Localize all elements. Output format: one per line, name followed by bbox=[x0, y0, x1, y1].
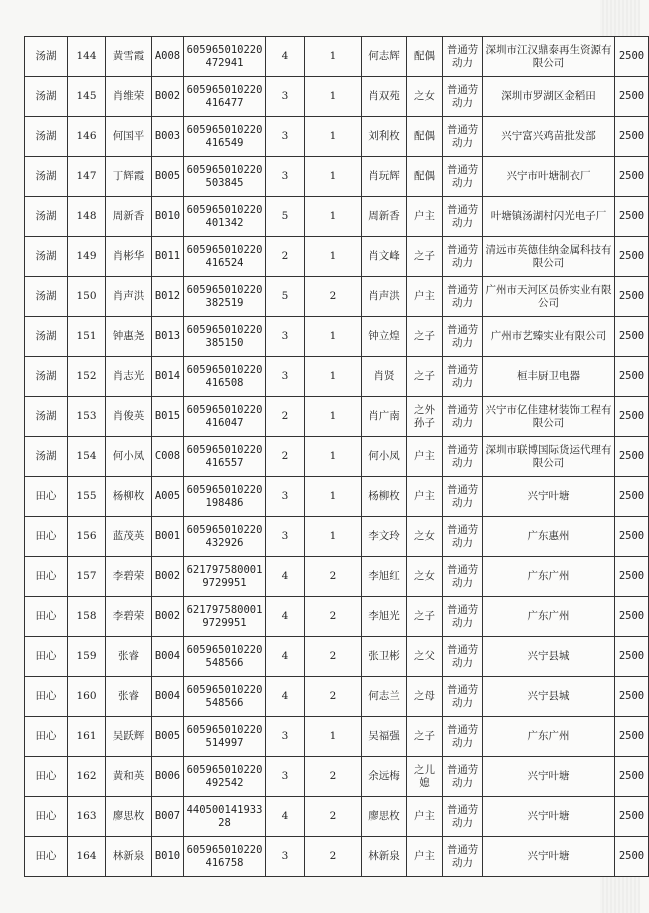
cell-category: 普通劳动力 bbox=[443, 597, 483, 637]
cell-member: 吴福强 bbox=[362, 717, 407, 757]
cell-amount: 2500 bbox=[615, 437, 649, 477]
cell-member: 廖思枚 bbox=[362, 797, 407, 837]
cell-persons: 5 bbox=[266, 277, 305, 317]
cell-code: B004 bbox=[152, 677, 184, 717]
cell-relation: 配偶 bbox=[407, 37, 443, 77]
cell-category: 普通劳动力 bbox=[443, 557, 483, 597]
cell-name: 肖俊英 bbox=[106, 397, 152, 437]
cell-amount: 2500 bbox=[615, 557, 649, 597]
cell-no: 150 bbox=[68, 277, 106, 317]
cell-amount: 2500 bbox=[615, 357, 649, 397]
cell-amount: 2500 bbox=[615, 37, 649, 77]
cell-account: 605965010220548566 bbox=[184, 637, 266, 677]
cell-employer: 兴宁县城 bbox=[483, 637, 615, 677]
cell-relation: 户主 bbox=[407, 477, 443, 517]
table-row bbox=[25, 357, 649, 397]
cell-persons: 3 bbox=[266, 757, 305, 797]
cell-no: 147 bbox=[68, 157, 106, 197]
cell-employer: 兴宁市亿佳建材装饰工程有限公司 bbox=[483, 397, 615, 437]
cell-employer: 兴宁市叶塘制衣厂 bbox=[483, 157, 615, 197]
cell-account: 605965010220416524 bbox=[184, 237, 266, 277]
cell-category: 普通劳动力 bbox=[443, 77, 483, 117]
cell-member: 林新泉 bbox=[362, 837, 407, 877]
cell-amount: 2500 bbox=[615, 477, 649, 517]
cell-employer: 广东广州 bbox=[483, 597, 615, 637]
cell-amount: 2500 bbox=[615, 117, 649, 157]
cell-account: 605965010220416477 bbox=[184, 77, 266, 117]
cell-category: 普通劳动力 bbox=[443, 237, 483, 277]
cell-employer: 广东惠州 bbox=[483, 517, 615, 557]
cell-relation: 之子 bbox=[407, 317, 443, 357]
cell-no: 153 bbox=[68, 397, 106, 437]
cell-category: 普通劳动力 bbox=[443, 157, 483, 197]
cell-code: A008 bbox=[152, 37, 184, 77]
cell-code: A005 bbox=[152, 477, 184, 517]
cell-months: 2 bbox=[305, 757, 362, 797]
cell-months: 1 bbox=[305, 197, 362, 237]
cell-category: 普通劳动力 bbox=[443, 357, 483, 397]
table-row bbox=[25, 437, 649, 477]
cell-member: 李旭光 bbox=[362, 597, 407, 637]
cell-persons: 3 bbox=[266, 717, 305, 757]
cell-relation: 户主 bbox=[407, 797, 443, 837]
cell-no: 146 bbox=[68, 117, 106, 157]
cell-account: 605965010220416508 bbox=[184, 357, 266, 397]
table-row bbox=[25, 637, 649, 677]
cell-code: C008 bbox=[152, 437, 184, 477]
cell-months: 1 bbox=[305, 517, 362, 557]
cell-persons: 3 bbox=[266, 317, 305, 357]
cell-member: 肖广南 bbox=[362, 397, 407, 437]
cell-no: 152 bbox=[68, 357, 106, 397]
cell-member: 肖双苑 bbox=[362, 77, 407, 117]
table-row bbox=[25, 717, 649, 757]
cell-persons: 4 bbox=[266, 557, 305, 597]
cell-no: 149 bbox=[68, 237, 106, 277]
table-row bbox=[25, 197, 649, 237]
cell-months: 1 bbox=[305, 317, 362, 357]
cell-amount: 2500 bbox=[615, 237, 649, 277]
cell-persons: 3 bbox=[266, 357, 305, 397]
cell-account: 605965010220401342 bbox=[184, 197, 266, 237]
cell-persons: 4 bbox=[266, 797, 305, 837]
cell-employer: 广州市艺臻实业有限公司 bbox=[483, 317, 615, 357]
cell-town: 汤湖 bbox=[25, 157, 68, 197]
cell-member: 周新香 bbox=[362, 197, 407, 237]
cell-employer: 兴宁叶塘 bbox=[483, 797, 615, 837]
cell-persons: 3 bbox=[266, 477, 305, 517]
cell-category: 普通劳动力 bbox=[443, 837, 483, 877]
cell-amount: 2500 bbox=[615, 517, 649, 557]
cell-name: 何小凤 bbox=[106, 437, 152, 477]
cell-account: 605965010220503845 bbox=[184, 157, 266, 197]
cell-employer: 兴宁富兴鸡苗批发部 bbox=[483, 117, 615, 157]
cell-employer: 兴宁叶塘 bbox=[483, 837, 615, 877]
cell-amount: 2500 bbox=[615, 197, 649, 237]
cell-category: 普通劳动力 bbox=[443, 37, 483, 77]
cell-name: 肖声洪 bbox=[106, 277, 152, 317]
cell-town: 田心 bbox=[25, 517, 68, 557]
table-row bbox=[25, 597, 649, 637]
cell-amount: 2500 bbox=[615, 317, 649, 357]
cell-account: 605965010220382519 bbox=[184, 277, 266, 317]
cell-account: 605965010220416549 bbox=[184, 117, 266, 157]
cell-code: B007 bbox=[152, 797, 184, 837]
cell-relation: 之女 bbox=[407, 77, 443, 117]
cell-member: 杨柳枚 bbox=[362, 477, 407, 517]
cell-months: 1 bbox=[305, 477, 362, 517]
cell-town: 田心 bbox=[25, 477, 68, 517]
cell-amount: 2500 bbox=[615, 837, 649, 877]
cell-member: 肖声洪 bbox=[362, 277, 407, 317]
cell-relation: 之母 bbox=[407, 677, 443, 717]
cell-months: 1 bbox=[305, 77, 362, 117]
cell-employer: 深圳市联博国际货运代理有限公司 bbox=[483, 437, 615, 477]
cell-name: 黄和英 bbox=[106, 757, 152, 797]
table-row bbox=[25, 477, 649, 517]
cell-account: 605965010220416047 bbox=[184, 397, 266, 437]
cell-employer: 深圳市罗湖区金稻田 bbox=[483, 77, 615, 117]
cell-amount: 2500 bbox=[615, 637, 649, 677]
cell-relation: 户主 bbox=[407, 837, 443, 877]
cell-persons: 3 bbox=[266, 77, 305, 117]
table-row bbox=[25, 557, 649, 597]
cell-persons: 4 bbox=[266, 37, 305, 77]
cell-amount: 2500 bbox=[615, 717, 649, 757]
cell-relation: 配偶 bbox=[407, 117, 443, 157]
cell-member: 何志兰 bbox=[362, 677, 407, 717]
cell-account: 44050014193328 bbox=[184, 797, 266, 837]
table-row bbox=[25, 757, 649, 797]
table-row bbox=[25, 317, 649, 357]
cell-name: 张睿 bbox=[106, 637, 152, 677]
cell-employer: 兴宁县城 bbox=[483, 677, 615, 717]
cell-months: 1 bbox=[305, 157, 362, 197]
cell-code: B015 bbox=[152, 397, 184, 437]
cell-code: B010 bbox=[152, 837, 184, 877]
cell-relation: 之儿媳 bbox=[407, 757, 443, 797]
cell-persons: 2 bbox=[266, 237, 305, 277]
cell-member: 李文玲 bbox=[362, 517, 407, 557]
cell-town: 田心 bbox=[25, 557, 68, 597]
cell-account: 6217975800019729951 bbox=[184, 597, 266, 637]
cell-account: 605965010220514997 bbox=[184, 717, 266, 757]
cell-employer: 广州市天河区员侨实业有限公司 bbox=[483, 277, 615, 317]
cell-name: 丁辉霞 bbox=[106, 157, 152, 197]
cell-no: 154 bbox=[68, 437, 106, 477]
cell-name: 钟惠尧 bbox=[106, 317, 152, 357]
cell-no: 160 bbox=[68, 677, 106, 717]
cell-relation: 之父 bbox=[407, 637, 443, 677]
cell-category: 普通劳动力 bbox=[443, 717, 483, 757]
cell-code: B004 bbox=[152, 637, 184, 677]
cell-months: 2 bbox=[305, 637, 362, 677]
table-row bbox=[25, 397, 649, 437]
cell-code: B002 bbox=[152, 557, 184, 597]
cell-months: 2 bbox=[305, 677, 362, 717]
cell-name: 肖彬华 bbox=[106, 237, 152, 277]
cell-no: 144 bbox=[68, 37, 106, 77]
cell-member: 钟立煌 bbox=[362, 317, 407, 357]
table-row bbox=[25, 517, 649, 557]
cell-no: 145 bbox=[68, 77, 106, 117]
cell-code: B001 bbox=[152, 517, 184, 557]
cell-name: 蓝茂英 bbox=[106, 517, 152, 557]
cell-member: 张卫彬 bbox=[362, 637, 407, 677]
cell-employer: 兴宁叶塘 bbox=[483, 477, 615, 517]
cell-account: 605965010220548566 bbox=[184, 677, 266, 717]
cell-town: 田心 bbox=[25, 757, 68, 797]
table-row bbox=[25, 77, 649, 117]
cell-no: 159 bbox=[68, 637, 106, 677]
cell-months: 1 bbox=[305, 117, 362, 157]
cell-relation: 之女 bbox=[407, 557, 443, 597]
cell-months: 2 bbox=[305, 837, 362, 877]
cell-amount: 2500 bbox=[615, 677, 649, 717]
cell-amount: 2500 bbox=[615, 757, 649, 797]
cell-code: B002 bbox=[152, 77, 184, 117]
cell-town: 田心 bbox=[25, 597, 68, 637]
cell-category: 普通劳动力 bbox=[443, 277, 483, 317]
cell-no: 162 bbox=[68, 757, 106, 797]
cell-code: B013 bbox=[152, 317, 184, 357]
cell-persons: 3 bbox=[266, 117, 305, 157]
cell-months: 2 bbox=[305, 277, 362, 317]
cell-employer: 叶塘镇汤湖村闪光电子厂 bbox=[483, 197, 615, 237]
table-row bbox=[25, 677, 649, 717]
cell-town: 汤湖 bbox=[25, 37, 68, 77]
cell-name: 黄雪霞 bbox=[106, 37, 152, 77]
cell-category: 普通劳动力 bbox=[443, 397, 483, 437]
cell-category: 普通劳动力 bbox=[443, 517, 483, 557]
cell-name: 肖志光 bbox=[106, 357, 152, 397]
cell-account: 605965010220385150 bbox=[184, 317, 266, 357]
cell-account: 605965010220492542 bbox=[184, 757, 266, 797]
cell-code: B011 bbox=[152, 237, 184, 277]
table-row bbox=[25, 837, 649, 877]
cell-persons: 4 bbox=[266, 637, 305, 677]
cell-amount: 2500 bbox=[615, 77, 649, 117]
cell-code: B014 bbox=[152, 357, 184, 397]
cell-no: 156 bbox=[68, 517, 106, 557]
cell-account: 605965010220416758 bbox=[184, 837, 266, 877]
cell-employer: 广东广州 bbox=[483, 557, 615, 597]
cell-amount: 2500 bbox=[615, 797, 649, 837]
cell-relation: 之子 bbox=[407, 357, 443, 397]
table-row bbox=[25, 117, 649, 157]
table-row bbox=[25, 157, 649, 197]
table-body bbox=[25, 37, 649, 877]
cell-no: 164 bbox=[68, 837, 106, 877]
cell-member: 何志辉 bbox=[362, 37, 407, 77]
cell-town: 汤湖 bbox=[25, 357, 68, 397]
cell-category: 普通劳动力 bbox=[443, 437, 483, 477]
cell-no: 155 bbox=[68, 477, 106, 517]
cell-town: 田心 bbox=[25, 797, 68, 837]
cell-relation: 之子 bbox=[407, 237, 443, 277]
cell-no: 157 bbox=[68, 557, 106, 597]
cell-member: 何小凤 bbox=[362, 437, 407, 477]
cell-town: 汤湖 bbox=[25, 237, 68, 277]
table-row bbox=[25, 37, 649, 77]
cell-code: B005 bbox=[152, 157, 184, 197]
cell-relation: 之女 bbox=[407, 517, 443, 557]
table-row bbox=[25, 797, 649, 837]
cell-name: 周新香 bbox=[106, 197, 152, 237]
cell-category: 普通劳动力 bbox=[443, 197, 483, 237]
cell-town: 汤湖 bbox=[25, 317, 68, 357]
cell-member: 肖贤 bbox=[362, 357, 407, 397]
cell-code: B005 bbox=[152, 717, 184, 757]
cell-town: 汤湖 bbox=[25, 437, 68, 477]
cell-name: 李碧荣 bbox=[106, 557, 152, 597]
cell-town: 田心 bbox=[25, 677, 68, 717]
cell-town: 汤湖 bbox=[25, 397, 68, 437]
cell-category: 普通劳动力 bbox=[443, 117, 483, 157]
cell-name: 李碧荣 bbox=[106, 597, 152, 637]
cell-name: 廖思枚 bbox=[106, 797, 152, 837]
cell-persons: 2 bbox=[266, 437, 305, 477]
cell-no: 151 bbox=[68, 317, 106, 357]
cell-relation: 户主 bbox=[407, 277, 443, 317]
cell-persons: 4 bbox=[266, 597, 305, 637]
cell-name: 杨柳枚 bbox=[106, 477, 152, 517]
cell-code: B012 bbox=[152, 277, 184, 317]
cell-account: 605965010220472941 bbox=[184, 37, 266, 77]
cell-persons: 5 bbox=[266, 197, 305, 237]
cell-category: 普通劳动力 bbox=[443, 637, 483, 677]
cell-amount: 2500 bbox=[615, 397, 649, 437]
cell-months: 1 bbox=[305, 237, 362, 277]
cell-town: 田心 bbox=[25, 717, 68, 757]
cell-months: 2 bbox=[305, 597, 362, 637]
cell-category: 普通劳动力 bbox=[443, 797, 483, 837]
cell-member: 李旭红 bbox=[362, 557, 407, 597]
cell-code: B010 bbox=[152, 197, 184, 237]
cell-persons: 3 bbox=[266, 157, 305, 197]
cell-months: 2 bbox=[305, 797, 362, 837]
cell-employer: 桓丰厨卫电器 bbox=[483, 357, 615, 397]
cell-account: 605965010220416557 bbox=[184, 437, 266, 477]
cell-no: 148 bbox=[68, 197, 106, 237]
cell-category: 普通劳动力 bbox=[443, 757, 483, 797]
cell-relation: 之子 bbox=[407, 597, 443, 637]
cell-member: 余远梅 bbox=[362, 757, 407, 797]
cell-amount: 2500 bbox=[615, 157, 649, 197]
cell-persons: 3 bbox=[266, 517, 305, 557]
cell-member: 肖文峰 bbox=[362, 237, 407, 277]
cell-persons: 3 bbox=[266, 837, 305, 877]
cell-name: 吴跃辉 bbox=[106, 717, 152, 757]
cell-town: 汤湖 bbox=[25, 117, 68, 157]
cell-no: 158 bbox=[68, 597, 106, 637]
cell-relation: 配偶 bbox=[407, 157, 443, 197]
cell-town: 田心 bbox=[25, 637, 68, 677]
cell-amount: 2500 bbox=[615, 277, 649, 317]
cell-relation: 之外孙子 bbox=[407, 397, 443, 437]
cell-code: B006 bbox=[152, 757, 184, 797]
cell-months: 1 bbox=[305, 37, 362, 77]
cell-months: 2 bbox=[305, 557, 362, 597]
cell-town: 汤湖 bbox=[25, 77, 68, 117]
cell-months: 1 bbox=[305, 717, 362, 757]
table-row bbox=[25, 237, 649, 277]
cell-name: 何国平 bbox=[106, 117, 152, 157]
cell-town: 汤湖 bbox=[25, 197, 68, 237]
cell-code: B002 bbox=[152, 597, 184, 637]
cell-persons: 2 bbox=[266, 397, 305, 437]
cell-months: 1 bbox=[305, 397, 362, 437]
cell-member: 刘利枚 bbox=[362, 117, 407, 157]
cell-relation: 户主 bbox=[407, 197, 443, 237]
cell-account: 605965010220432926 bbox=[184, 517, 266, 557]
cell-member: 肖玩辉 bbox=[362, 157, 407, 197]
cell-account: 6217975800019729951 bbox=[184, 557, 266, 597]
cell-category: 普通劳动力 bbox=[443, 477, 483, 517]
cell-employer: 广东广州 bbox=[483, 717, 615, 757]
cell-persons: 4 bbox=[266, 677, 305, 717]
cell-relation: 户主 bbox=[407, 437, 443, 477]
cell-category: 普通劳动力 bbox=[443, 677, 483, 717]
cell-employer: 清远市英德佳纳金属科技有限公司 bbox=[483, 237, 615, 277]
cell-name: 张睿 bbox=[106, 677, 152, 717]
subsidy-table bbox=[24, 36, 649, 877]
cell-no: 161 bbox=[68, 717, 106, 757]
table-row bbox=[25, 277, 649, 317]
cell-name: 林新泉 bbox=[106, 837, 152, 877]
cell-employer: 兴宁叶塘 bbox=[483, 757, 615, 797]
cell-code: B003 bbox=[152, 117, 184, 157]
cell-amount: 2500 bbox=[615, 597, 649, 637]
cell-employer: 深圳市江汉鼎泰再生资源有限公司 bbox=[483, 37, 615, 77]
cell-months: 1 bbox=[305, 357, 362, 397]
cell-name: 肖维荣 bbox=[106, 77, 152, 117]
cell-months: 1 bbox=[305, 437, 362, 477]
cell-town: 田心 bbox=[25, 837, 68, 877]
cell-relation: 之子 bbox=[407, 717, 443, 757]
cell-account: 605965010220198486 bbox=[184, 477, 266, 517]
cell-category: 普通劳动力 bbox=[443, 317, 483, 357]
cell-no: 163 bbox=[68, 797, 106, 837]
cell-town: 汤湖 bbox=[25, 277, 68, 317]
